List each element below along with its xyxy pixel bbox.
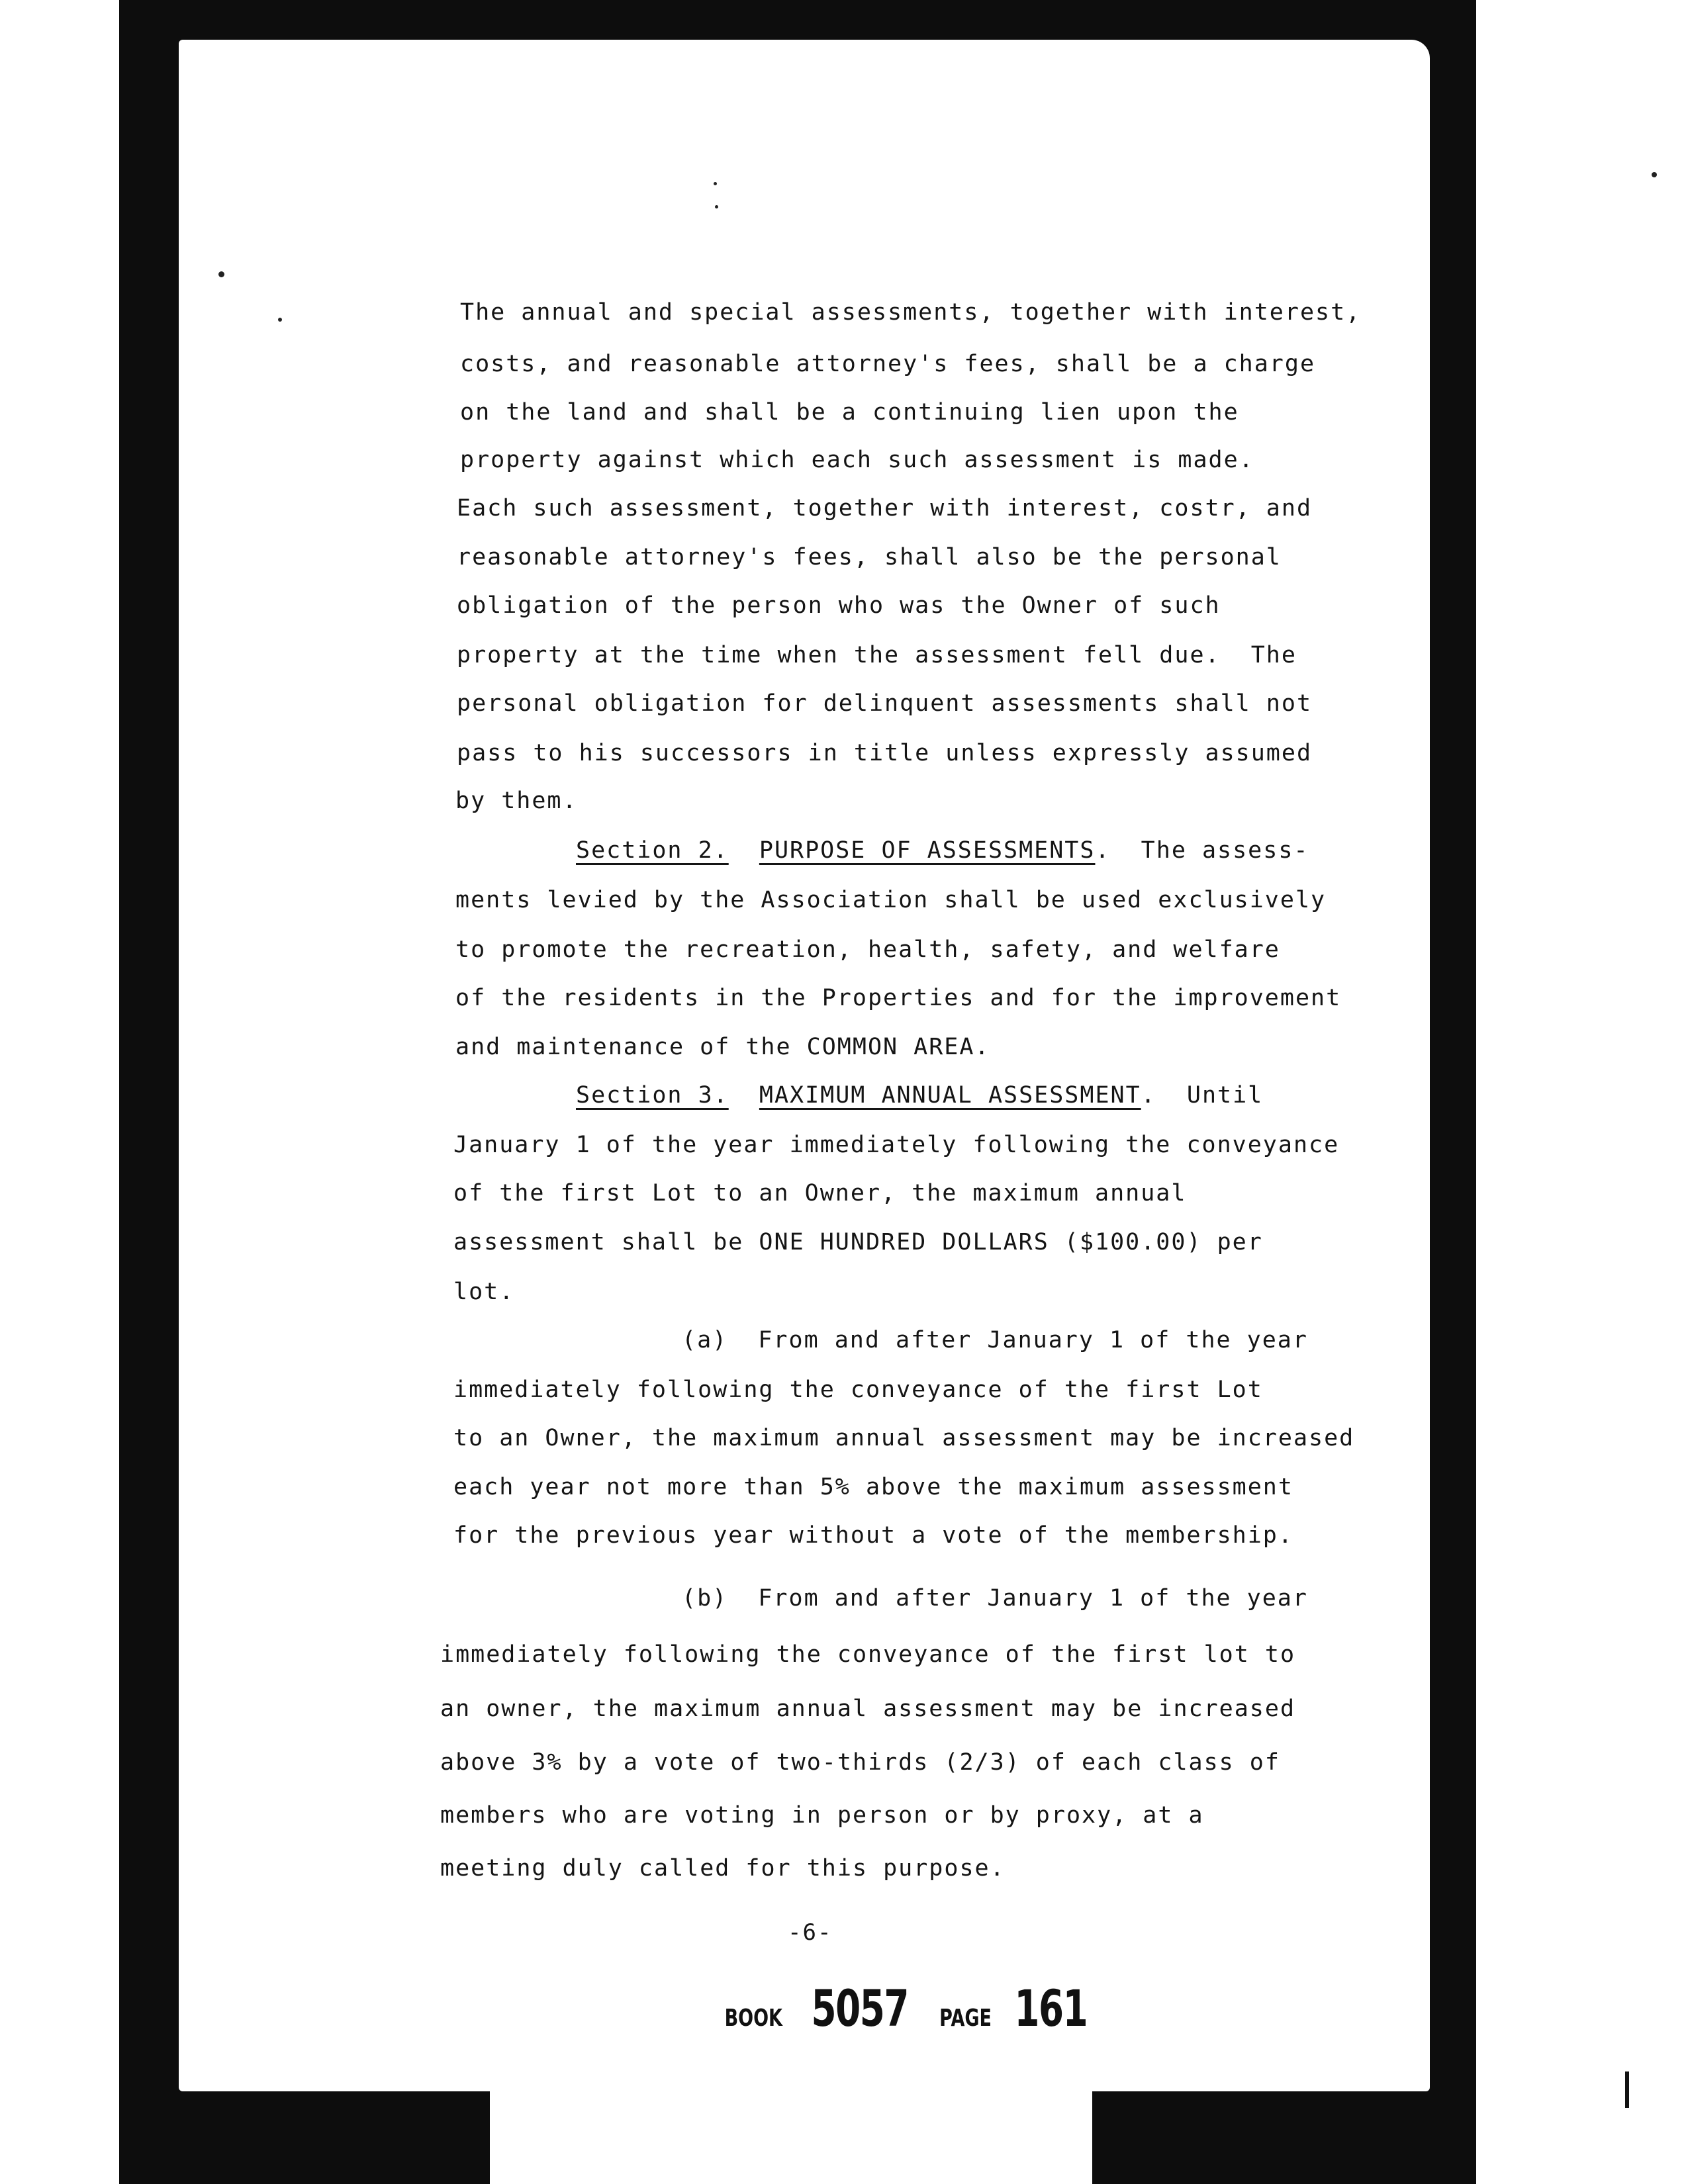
book-label: BOOK: [724, 2005, 782, 2032]
subsection-a-line-5: for the previous year without a vote of the membership.: [453, 1522, 1293, 1549]
section-2-line-2: to promote the recreation, health, safety, and welfare: [455, 936, 1280, 963]
book-page-stamp: [715, 1979, 1102, 2038]
section-3-line-2: of the first Lot to an Owner, the maximum annual: [453, 1180, 1187, 1206]
section-3-heading-line: [576, 1082, 1263, 1109]
paragraph-1-line-4: property against which each such assessment is made.: [460, 447, 1254, 473]
paragraph-1-line-10: pass to his successors in title unless expressly assumed: [457, 740, 1313, 766]
subsection-b-line-5: members who are voting in person or by proxy, at a: [440, 1802, 1204, 1829]
subsection-b-line-1: (b) From and after January 1 of the year: [682, 1585, 1308, 1612]
section-3-line-4: lot.: [453, 1279, 515, 1305]
section-2-line-4: and maintenance of the COMMON AREA.: [455, 1034, 990, 1060]
document-page: [179, 40, 1430, 2091]
subsection-b-line-2: immediately following the conveyance of the first lot to: [440, 1641, 1296, 1668]
section-3-heading-rest: . Until: [1141, 1082, 1264, 1109]
paragraph-1-line-9: personal obligation for delinquent assessments shall not: [457, 690, 1313, 717]
scan-speck: [714, 182, 717, 185]
paragraph-1-line-8: property at the time when the assessment fell due. The: [457, 642, 1297, 668]
section-2-line-3: of the residents in the Properties and for the improvement: [455, 985, 1342, 1011]
book-number: 5057: [811, 1979, 908, 2038]
section-3-label: Section 3.: [576, 1082, 729, 1109]
subsection-a-line-3: to an Owner, the maximum annual assessment may be increased: [453, 1425, 1355, 1451]
page-number: -6-: [788, 1919, 833, 1946]
section-2-heading-line: [576, 837, 1309, 864]
subsection-b-line-4: above 3% by a vote of two-thirds (2/3) of each class of: [440, 1749, 1280, 1776]
paragraph-1-line-2: costs, and reasonable attorney's fees, shall be a charge: [460, 351, 1316, 377]
paragraph-1-line-11: by them.: [455, 788, 578, 814]
section-3-line-1: January 1 of the year immediately following the conveyance: [453, 1132, 1340, 1158]
scan-speck: [278, 318, 282, 322]
section-2-heading-rest: . The assess-: [1095, 837, 1309, 864]
section-2-heading: PURPOSE OF ASSESSMENTS: [759, 837, 1096, 864]
section-3-heading: MAXIMUM ANNUAL ASSESSMENT: [759, 1082, 1141, 1109]
section-3-line-3: assessment shall be ONE HUNDRED DOLLARS ($100.00) per: [453, 1229, 1263, 1255]
scan-speck: [218, 271, 224, 277]
paragraph-1-line-3: on the land and shall be a continuing lien upon the: [460, 399, 1239, 426]
page-label: PAGE: [939, 2005, 992, 2032]
subsection-b-line-6: meeting duly called for this purpose.: [440, 1855, 1006, 1882]
section-2-label: Section 2.: [576, 837, 729, 864]
paragraph-1-line-1: The annual and special assessments, together with interest,: [460, 299, 1362, 326]
subsection-b-line-3: an owner, the maximum annual assessment may be increased: [440, 1696, 1296, 1722]
paragraph-1-line-6: reasonable attorney's fees, shall also be the personal: [457, 544, 1282, 570]
subsection-a-line-2: immediately following the conveyance of the first Lot: [453, 1377, 1263, 1403]
subsection-a-line-4: each year not more than 5% above the maximum assessment: [453, 1474, 1293, 1500]
scan-speck: [715, 205, 718, 208]
subsection-a-line-1: (a) From and after January 1 of the year: [682, 1327, 1308, 1353]
section-2-line-1: ments levied by the Association shall be used exclusively: [455, 887, 1327, 913]
paragraph-1-line-7: obligation of the person who was the Owner of such: [457, 592, 1221, 619]
scan-speck: [1652, 172, 1657, 177]
scan-mark: [1625, 2071, 1629, 2108]
paragraph-1-line-5: Each such assessment, together with interest, costr, and: [457, 495, 1313, 522]
page-ref: 161: [1014, 1979, 1088, 2038]
